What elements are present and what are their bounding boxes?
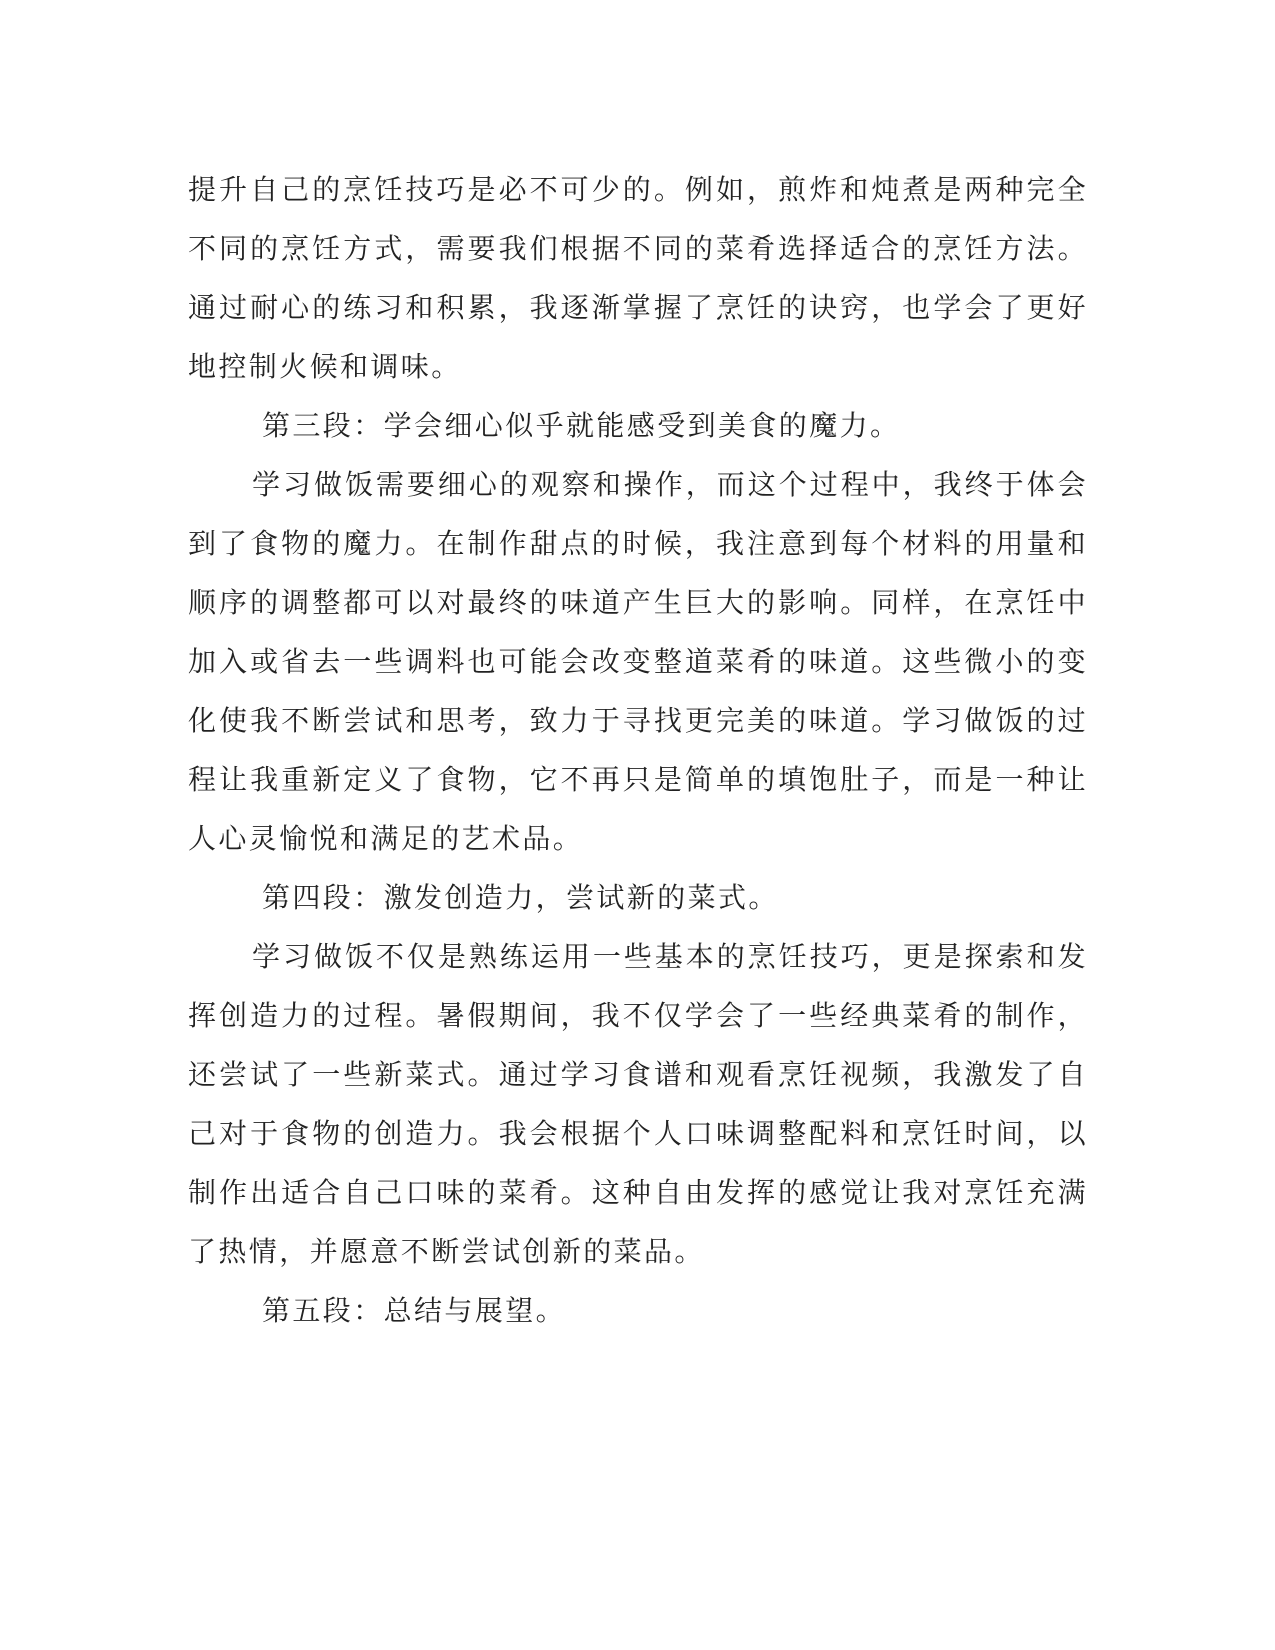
section-heading-five: 第五段：总结与展望。 bbox=[262, 1294, 567, 1327]
section-heading-four: 第四段：激发创造力，尝试新的菜式。 bbox=[262, 881, 779, 914]
paragraph-magic-of-food: 学习做饭需要细心的观察和操作，而这个过程中，我终于体会到了食物的魔力。在制作甜点的时候，我注意到每个材料的用量和顺序的调整都可以对最终的味道产生巨大的影响。同样，在烹饪中加入或省去一些调料也可能会改变整道菜肴的味道。这些微小的变化使我不断尝试和思考，致力于寻找更完美的味道。学习做饭的过程让我重新定义了食物，它不再只是简单的填饱肚子，而是一种让人心灵愉悦和满足的艺术品。 bbox=[188, 468, 1088, 855]
section-heading-three: 第三段：学会细心似乎就能感受到美食的魔力。 bbox=[262, 409, 901, 442]
document-body bbox=[188, 160, 1088, 1340]
paragraph-creativity: 学习做饭不仅是熟练运用一些基本的烹饪技巧，更是探索和发挥创造力的过程。暑假期间，我不仅学会了一些经典菜肴的制作，还尝试了一些新菜式。通过学习食谱和观看烹饪视频，我激发了自己对于食物的创造力。我会根据个人口味调整配料和烹饪时间，以制作出适合自己口味的菜肴。这种自由发挥的感觉让我对烹饪充满了热情，并愿意不断尝试创新的菜品。 bbox=[188, 940, 1088, 1268]
paragraph-cooking-skills: 提升自己的烹饪技巧是必不可少的。例如，煎炸和炖煮是两种完全不同的烹饪方式，需要我们根据不同的菜肴选择适合的烹饪方法。通过耐心的练习和积累，我逐渐掌握了烹饪的诀窍，也学会了更好地控制火候和调味。 bbox=[188, 173, 1088, 383]
